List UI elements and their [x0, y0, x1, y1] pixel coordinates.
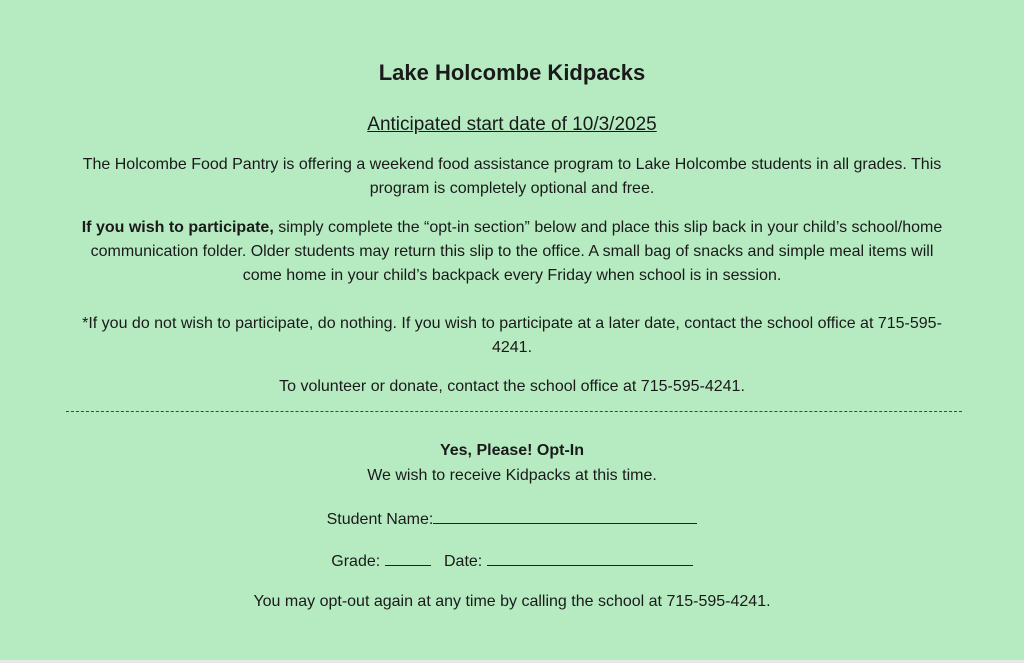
opt-out-footer: You may opt-out again at any time by calling the school at 715-595-4241.	[253, 593, 771, 610]
opt-in-heading: Yes, Please! Opt-In	[439, 442, 585, 459]
participation-lead: If you wish to participate,	[81, 219, 274, 236]
participation-paragraph	[70, 216, 954, 288]
cut-line-divider	[66, 411, 962, 412]
student-name-row	[0, 509, 1024, 529]
student-name-blank	[433, 509, 697, 524]
grade-blank	[385, 551, 431, 566]
grade-date-row	[0, 551, 1024, 571]
opt-out-paragraph: *If you do not wish to participate, do nothing. If you wish to participate at a later date, contact the school office at 715-595-4241.	[82, 315, 942, 356]
participation-text: simply complete the “opt-in section” below and place this slip back in your child’s school/home communication folder. Older students may return this slip to the office. A small bag of snacks and simple meal items will come home in your child’s backpack every Friday when school is in session.	[90, 219, 943, 284]
start-date-subtitle: Anticipated start date of 10/3/2025	[367, 114, 657, 135]
grade-label: Grade:	[331, 553, 381, 570]
date-blank	[487, 551, 693, 566]
volunteer-text: To volunteer or donate, contact the school office at 715-595-4241.	[279, 378, 745, 395]
date-label: Date:	[444, 553, 483, 570]
student-name-label: Student Name:	[326, 511, 434, 528]
opt-in-subheading: We wish to receive Kidpacks at this time.	[367, 467, 657, 484]
document-title: Lake Holcombe Kidpacks	[378, 60, 646, 85]
intro-paragraph: The Holcombe Food Pantry is offering a weekend food assistance program to Lake Holcombe students in all grades. This program is completely optional and free.	[82, 156, 942, 197]
